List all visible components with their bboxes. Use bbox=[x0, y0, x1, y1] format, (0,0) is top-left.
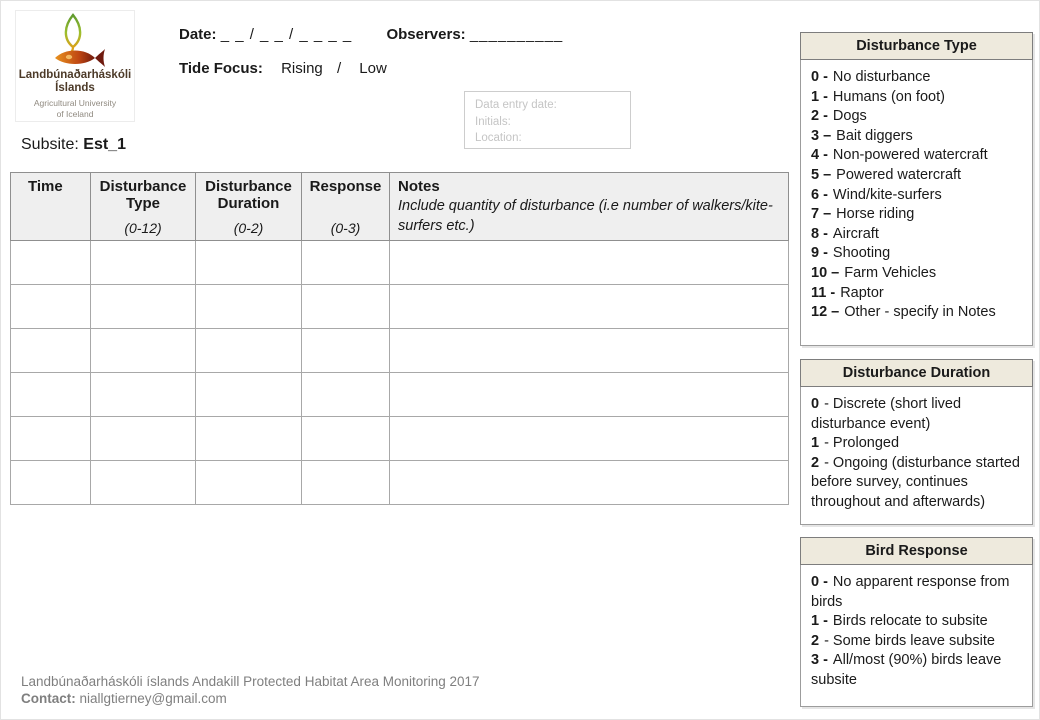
cell-time[interactable] bbox=[11, 241, 91, 285]
cell-time[interactable] bbox=[11, 329, 91, 373]
cell-notes[interactable] bbox=[390, 329, 789, 373]
legend-item: 1 - Prolonged bbox=[811, 435, 900, 452]
cell-response[interactable] bbox=[302, 461, 390, 505]
table-row bbox=[11, 417, 789, 461]
legend-item: 7 – Horse riding bbox=[811, 206, 915, 223]
observation-table bbox=[10, 172, 789, 505]
tide-focus-row bbox=[179, 60, 387, 77]
table-row bbox=[11, 329, 789, 373]
subsite-value: Est_1 bbox=[83, 136, 126, 153]
legend-item: 0 - No apparent response from birds bbox=[811, 574, 1010, 610]
cell-disturbance-type[interactable] bbox=[91, 417, 196, 461]
university-english-line2: of Iceland bbox=[56, 108, 94, 119]
cell-notes[interactable] bbox=[390, 373, 789, 417]
col-header-notes: Notes Include quantity of disturbance (i.e number of walkers/kite-surfers etc.) bbox=[390, 173, 789, 241]
university-name-line2: Íslands bbox=[55, 82, 95, 95]
university-logo bbox=[15, 10, 135, 122]
cell-disturbance-type[interactable] bbox=[91, 241, 196, 285]
university-name bbox=[16, 69, 134, 95]
legend-item: 9 - Shooting bbox=[811, 245, 891, 262]
university-name-line1: Landbúnaðarháskóli bbox=[18, 69, 132, 81]
legend-item: 0 - No disturbance bbox=[811, 69, 931, 85]
footer bbox=[21, 673, 480, 707]
cell-disturbance-type[interactable] bbox=[91, 373, 196, 417]
cell-notes[interactable] bbox=[390, 285, 789, 329]
date-observers-row bbox=[179, 26, 563, 43]
cell-notes[interactable] bbox=[390, 417, 789, 461]
observers-label: Observers: bbox=[386, 26, 466, 43]
sprout-fish-logo-icon bbox=[43, 13, 107, 69]
legend-item: 8 - Aircraft bbox=[811, 225, 879, 242]
legend-item: 4 - Non-powered watercraft bbox=[811, 147, 988, 164]
cell-disturbance-duration[interactable] bbox=[196, 329, 302, 373]
cell-response[interactable] bbox=[302, 241, 390, 285]
legend-disturbance-type-list bbox=[800, 60, 1033, 346]
legend-item: 1 - Birds relocate to subsite bbox=[811, 613, 988, 630]
legend-item: 10 – Farm Vehicles bbox=[811, 264, 937, 281]
legend-item: 3 - All/most (90%) birds leave subsite bbox=[811, 652, 1002, 688]
legend-item: 12 – Other - specify in Notes bbox=[811, 304, 996, 321]
legend-disturbance-type-title: Disturbance Type bbox=[800, 32, 1033, 60]
footer-project-line: Landbúnaðarháskóli íslands Andakill Protected Habitat Area Monitoring 2017 bbox=[21, 674, 480, 689]
legend-item: 0 - Discrete (short lived disturbance event) bbox=[811, 396, 962, 432]
cell-response[interactable] bbox=[302, 373, 390, 417]
contact-label: Contact: bbox=[21, 691, 76, 706]
cell-response[interactable] bbox=[302, 329, 390, 373]
col-header-time: Time bbox=[11, 173, 91, 241]
cell-time[interactable] bbox=[11, 461, 91, 505]
legend-item: 1 - Humans (on foot) bbox=[811, 88, 945, 105]
subsite-row bbox=[21, 136, 126, 154]
subsite-label: Subsite: bbox=[21, 136, 79, 153]
legend-bird-response-title: Bird Response bbox=[800, 537, 1033, 565]
table-row bbox=[11, 461, 789, 505]
tide-option-separator: / bbox=[336, 60, 342, 77]
legend-item: 3 – Bait diggers bbox=[811, 127, 913, 144]
legend-disturbance-type bbox=[800, 32, 1033, 346]
data-entry-initials-label: Initials: bbox=[475, 115, 511, 128]
observation-table-header bbox=[11, 173, 789, 241]
data-entry-location-label: Location: bbox=[475, 132, 522, 145]
table-row bbox=[11, 373, 789, 417]
cell-time[interactable] bbox=[11, 285, 91, 329]
tide-focus-label: Tide Focus: bbox=[179, 60, 263, 77]
tide-option-low[interactable]: Low bbox=[359, 60, 387, 77]
cell-notes[interactable] bbox=[390, 461, 789, 505]
university-name-english bbox=[16, 98, 134, 118]
legend-disturbance-duration bbox=[800, 359, 1033, 525]
date-blank-field[interactable]: _ _ / _ _ / _ _ _ _ bbox=[220, 26, 353, 43]
legend-item: 11 - Raptor bbox=[811, 284, 884, 301]
legend-item: 2 - Ongoing (disturbance started before survey, continues throughout and afterwards) bbox=[811, 454, 1020, 510]
legend-item: 2 - Some birds leave subsite bbox=[811, 632, 995, 649]
legend-item: 2 - Dogs bbox=[811, 108, 867, 125]
cell-response[interactable] bbox=[302, 285, 390, 329]
table-row bbox=[11, 285, 789, 329]
legend-bird-response-list bbox=[800, 565, 1033, 707]
cell-disturbance-duration[interactable] bbox=[196, 285, 302, 329]
observers-blank-field[interactable]: __________ bbox=[469, 26, 564, 43]
col-header-response: Response (0-3) bbox=[302, 173, 390, 241]
cell-time[interactable] bbox=[11, 417, 91, 461]
table-row bbox=[11, 241, 789, 285]
legend-bird-response bbox=[800, 537, 1033, 707]
cell-disturbance-type[interactable] bbox=[91, 461, 196, 505]
tide-option-rising[interactable]: Rising bbox=[281, 60, 323, 77]
cell-notes[interactable] bbox=[390, 241, 789, 285]
observation-table-body bbox=[11, 241, 789, 505]
footer-contact-line bbox=[21, 690, 480, 707]
legend-item: 6 - Wind/kite-surfers bbox=[811, 186, 942, 203]
cell-disturbance-type[interactable] bbox=[91, 285, 196, 329]
data-entry-box bbox=[464, 91, 631, 149]
cell-time[interactable] bbox=[11, 373, 91, 417]
cell-response[interactable] bbox=[302, 417, 390, 461]
date-label: Date: bbox=[179, 26, 217, 43]
cell-disturbance-type[interactable] bbox=[91, 329, 196, 373]
legend-item: 5 – Powered watercraft bbox=[811, 166, 962, 183]
cell-disturbance-duration[interactable] bbox=[196, 241, 302, 285]
cell-disturbance-duration[interactable] bbox=[196, 461, 302, 505]
university-english-line1: Agricultural University bbox=[33, 98, 117, 109]
col-header-disturbance-type: Disturbance Type (0-12) bbox=[91, 173, 196, 241]
cell-disturbance-duration[interactable] bbox=[196, 417, 302, 461]
cell-disturbance-duration[interactable] bbox=[196, 373, 302, 417]
legend-disturbance-duration-list bbox=[800, 387, 1033, 525]
col-header-disturbance-duration: Disturbance Duration (0-2) bbox=[196, 173, 302, 241]
legend-disturbance-duration-title: Disturbance Duration bbox=[800, 359, 1033, 387]
contact-email: niallgtierney@gmail.com bbox=[79, 691, 227, 706]
data-entry-date-label: Data entry date: bbox=[475, 99, 557, 111]
